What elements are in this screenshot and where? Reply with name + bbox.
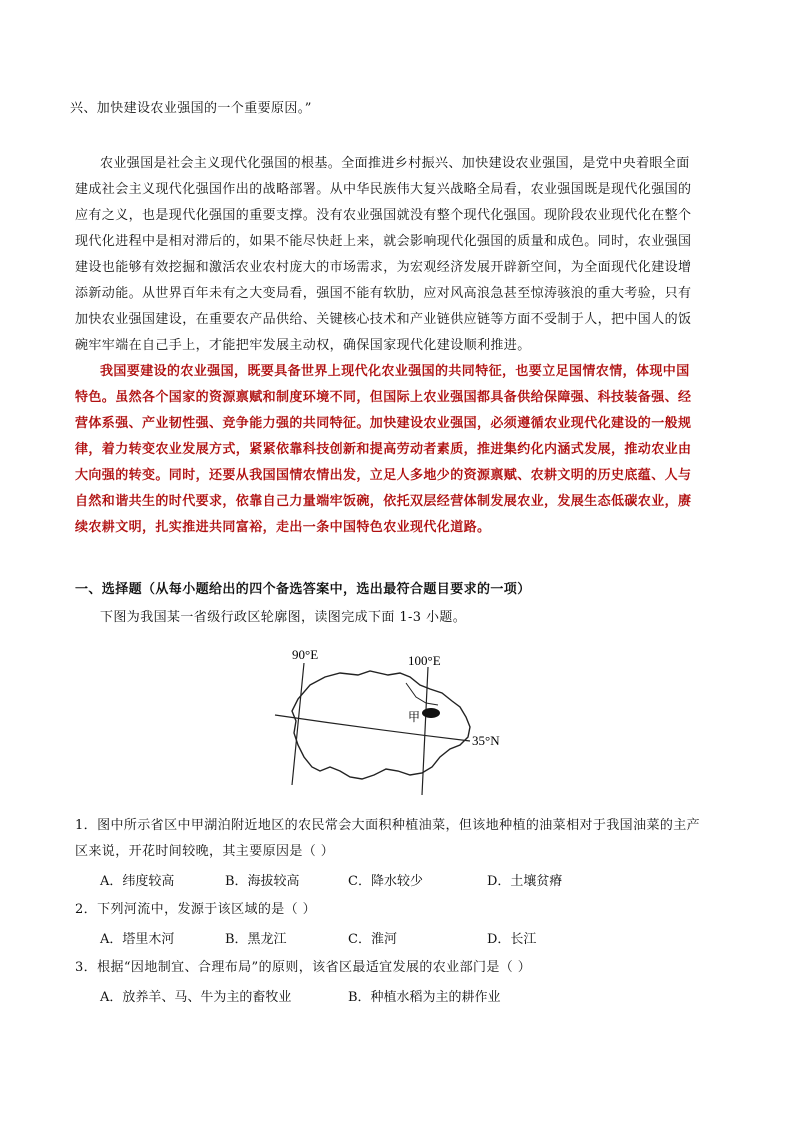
q3-stem: 3．根据“因地制宜、合理布局”的原则，该省区最适宜发展的农业部门是（ ） — [75, 960, 532, 975]
q2-stem: 2．下列河流中，发源于该区域的是（ ） — [75, 902, 317, 917]
q1-option-d[interactable]: D．土壤贫瘠 — [487, 874, 563, 889]
para2-line: 营体系强、产业韧性强、竞争能力强的共同特征。加快建设农业强国，必须遵循农业现代化建设的一般规 — [75, 416, 692, 431]
q1-option-b[interactable]: B．海拔较高 — [225, 874, 300, 889]
q1-stem-line1: 1．图中所示省区中甲湖泊附近地区的农民常会大面积种植油菜，但该地种植的油菜相对于我国油菜的主产 — [75, 818, 701, 833]
label-100e: 100°E — [408, 653, 441, 668]
q1-option-c[interactable]: C．降水较少 — [348, 874, 423, 889]
para1-line: 农业强国是社会主义现代化强国的根基。全面推进乡村振兴、加快建设农业强国，是党中央着眼全面 — [100, 156, 690, 171]
para1-line: 碗牢牢端在自己手上，才能把牢发展主动权，确保国家现代化建设顺利推进。 — [75, 338, 531, 353]
q1-option-a[interactable]: A．纬度较高 — [100, 874, 175, 889]
para1-line: 建设也能够有效挖掘和激活农业农村庞大的市场需求，为宏观经济发展开辟新空间，为全面现代化建设增 — [75, 260, 692, 275]
section-title: 一、选择题（从每小题给出的四个备选答案中，选出最符合题目要求的一项） — [75, 582, 531, 597]
para2-line: 大向强的转变。同时，还要从我国国情农情出发，立足人多地少的资源禀赋、农耕文明的历史底蕴、人与 — [75, 468, 692, 483]
para1-line: 添新动能。从世界百年未有之大变局看，强国不能有软肋，应对风高浪急甚至惊涛骇浪的重大考验，只有 — [75, 286, 692, 301]
province-outline-map — [270, 645, 520, 795]
q2-option-b[interactable]: B．黑龙江 — [225, 932, 287, 947]
para2-line: 律，着力转变农业发展方式，紧紧依靠科技创新和提高劳动者素质，推进集约化内涵式发展，推动农业由 — [75, 442, 692, 457]
parallel-35n — [275, 715, 470, 741]
section-intro: 下图为我国某一省级行政区轮廓图，读图完成下面 1-3 小题。 — [100, 610, 467, 625]
province-outline — [292, 671, 470, 779]
label-jia: 甲 — [408, 710, 421, 724]
q2-option-c[interactable]: C．淮河 — [348, 932, 397, 947]
para1-line: 现代化进程中是相对滞后的，如果不能尽快赶上来，就会影响现代化强国的质量和成色。同时，农业强国 — [75, 234, 692, 249]
q3-option-b[interactable]: B．种植水稻为主的耕作业 — [348, 990, 501, 1005]
label-90e: 90°E — [292, 647, 319, 662]
q2-option-d[interactable]: D．长江 — [487, 932, 537, 947]
q3-option-a[interactable]: A．放养羊、马、牛为主的畜牧业 — [100, 990, 292, 1005]
para2-line: 我国要建设的农业强国，既要具备世界上现代化农业强国的共同特征，也要立足国情农情，体现中国 — [100, 364, 690, 379]
para2-line: 特色。虽然各个国家的资源禀赋和制度环境不同，但国际上农业强国都具备供给保障强、科技装备强、经 — [75, 390, 692, 405]
para1-line: 加快农业强国建设，在重要农产品供给、关键核心技术和产业链供应链等方面不受制于人，把中国人的饭 — [75, 312, 692, 327]
q1-stem-line2: 区来说，开花时间较晚，其主要原因是（ ） — [75, 844, 335, 859]
intro-tail: 兴、加快建设农业强国的一个重要原因。” — [70, 101, 312, 116]
para2-line: 自然和谐共生的时代要求，依靠自己力量端牢饭碗，依托双层经营体制发展农业，发展生态低碳农业，赓 — [75, 494, 692, 509]
para1-line: 建成社会主义现代化强国作出的战略部署。从中华民族伟大复兴战略全局看，农业强国既是现代化强国的 — [75, 182, 692, 197]
para1-line: 应有之义，也是现代化强国的重要支撑。没有农业强国就没有整个现代化强国。现阶段农业现代化在整个 — [75, 208, 692, 223]
para2-line: 续农耕文明，扎实推进共同富裕，走出一条中国特色农业现代化道路。 — [75, 520, 491, 535]
label-35n: 35°N — [472, 733, 500, 748]
q2-option-a[interactable]: A．塔里木河 — [100, 932, 175, 947]
meridian-90e — [292, 663, 304, 785]
lake-jia-icon — [422, 708, 440, 718]
